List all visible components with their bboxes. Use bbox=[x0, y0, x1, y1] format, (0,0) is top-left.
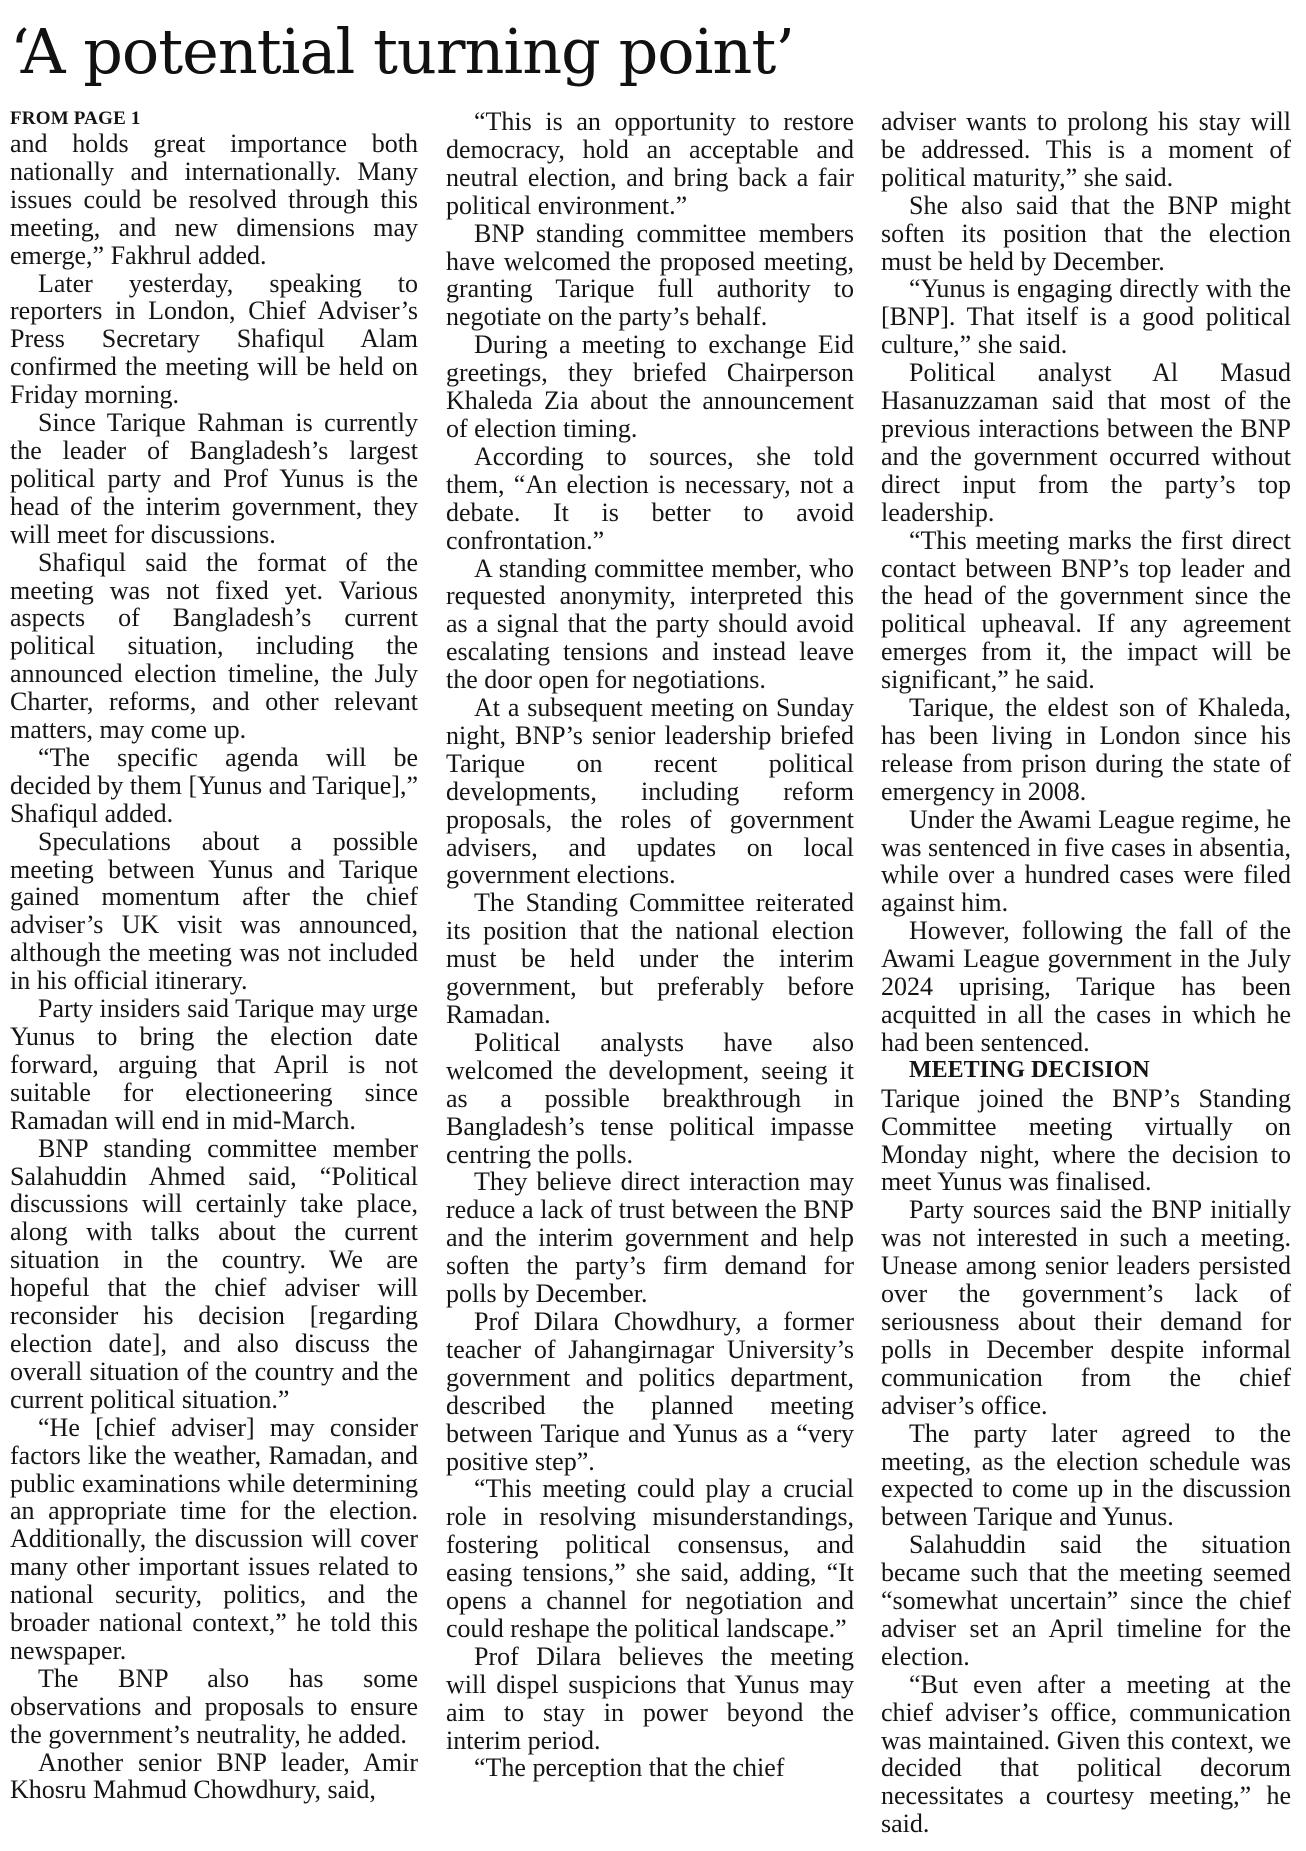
paragraph: She also said that the BNP might soften its position that the election must be held by December. bbox=[881, 190, 1291, 276]
paragraph: The party later agreed to the meeting, as the election schedule was expected to come up in the discussion between Tarique and Yunus. bbox=[881, 1418, 1291, 1532]
paragraph: “The specific agenda will be decided by them [Yunus and Tarique],” Shafiqul added. bbox=[10, 742, 418, 828]
paragraph: At a subsequent meeting on Sunday night, BNP’s senior leadership briefed Tarique on recent political developments, including reform proposals, the roles of government advisers, and updates on local government elections. bbox=[446, 693, 854, 890]
paragraph: According to sources, she told them, “An election is necessary, not a debate. It is better to avoid confrontation.” bbox=[446, 441, 854, 555]
paragraph: Prof Dilara believes the meeting will dispel suspicions that Yunus may aim to stay in power beyond the interim period. bbox=[446, 1641, 854, 1755]
paragraph: Speculations about a possible meeting between Yunus and Tarique gained momentum after the chief adviser’s UK visit was announced, although the meeting was not included in his official itinerary. bbox=[10, 826, 418, 996]
column-3 bbox=[881, 108, 1291, 1848]
headline: ‘A potential turning point’ bbox=[10, 15, 794, 88]
paragraph: The Standing Committee reiterated its position that the national election must be held under the interim government, but preferably before Ramadan. bbox=[446, 888, 854, 1029]
column-2 bbox=[446, 108, 854, 1848]
paragraph: A standing committee member, who requested anonymity, interpreted this as a signal that the party should avoid escalating tensions and instead leave the door open for negotiations. bbox=[446, 553, 854, 695]
continuation-kicker: FROM PAGE 1 bbox=[10, 108, 141, 129]
paragraph: “But even after a meeting at the chief adviser’s office, communication was maintained. Given this context, we decided that political decorum necessitates a courtesy meeting,” he said. bbox=[881, 1669, 1291, 1839]
paragraph: BNP standing committee members have welcomed the proposed meeting, granting Tarique full authority to negotiate on the party’s behalf. bbox=[446, 218, 854, 332]
paragraph: “Yunus is engaging directly with the [BNP]. That itself is a good political culture,” she said. bbox=[881, 274, 1291, 360]
paragraph: “This meeting could play a crucial role in resolving misunderstandings, fostering political consensus, and easing tensions,” she said, adding, “It opens a channel for negotiation and could reshape the political landscape.” bbox=[446, 1474, 854, 1643]
section-subhead: MEETING DECISION bbox=[909, 1056, 1150, 1083]
paragraph: Salahuddin said the situation became such that the meeting seemed “somewhat uncertain” since the chief adviser set an April timeline for the election. bbox=[881, 1530, 1291, 1671]
paragraph: “He [chief adviser] may consider factors like the weather, Ramadan, and public examinations while determining an appropriate time for the election. Additionally, the discussion will cover many other important issues related to national security, politics, and the broader national context,” he told this newspaper. bbox=[10, 1412, 418, 1665]
paragraph: Another senior BNP leader, Amir Khosru Mahmud Chowdhury, said, bbox=[10, 1747, 418, 1805]
paragraph: The BNP also has some observations and proposals to ensure the government’s neutrality, he added. bbox=[10, 1663, 418, 1749]
paragraph: Party insiders said Tarique may urge Yunus to bring the election date forward, arguing that April is not suitable for electioneering since Ramadan will end in mid-March. bbox=[10, 994, 418, 1135]
paragraph: “This meeting marks the first direct contact between BNP’s top leader and the head of the government since the political upheaval. If any agreement emerges from it, the impact will be significant,” he said. bbox=[881, 525, 1291, 695]
paragraph: and holds great importance both nationally and internationally. Many issues could be resolved through this meeting, and new dimensions may emerge,” Fakhrul added. bbox=[10, 129, 418, 270]
paragraph: Later yesterday, speaking to reporters in London, Chief Adviser’s Press Secretary Shafiqul Alam confirmed the meeting will be held on Friday morning. bbox=[10, 268, 418, 410]
paragraph: Shafiqul said the format of the meeting was not fixed yet. Various aspects of Bangladesh’s current political situation, including the announced election timeline, the July Charter, reforms, and other relevant matters, may come up. bbox=[10, 547, 418, 745]
paragraph: “This is an opportunity to restore democracy, hold an acceptable and neutral election, and bring back a fair political environment.” bbox=[446, 108, 854, 220]
paragraph: During a meeting to exchange Eid greetings, they briefed Chairperson Khaleda Zia about the announcement of election timing. bbox=[446, 330, 854, 443]
paragraph: Since Tarique Rahman is currently the leader of Bangladesh’s largest political party and Prof Yunus is the head of the interim government, they will meet for discussions. bbox=[10, 408, 418, 549]
paragraph: Political analyst Al Masud Hasanuzzaman said that most of the previous interactions between the BNP and the government occurred without direct input from the party’s top leadership. bbox=[881, 358, 1291, 527]
paragraph: They believe direct interaction may reduce a lack of trust between the BNP and the interim government and help soften the party’s firm demand for polls by December. bbox=[446, 1167, 854, 1309]
paragraph: adviser wants to prolong his stay will be addressed. This is a moment of political maturity,” she said. bbox=[881, 108, 1291, 192]
paragraph: “The perception that the chief bbox=[474, 1753, 785, 1783]
paragraph: Political analysts have also welcomed the development, seeing it as a possible breakthrough in Bangladesh’s tense political impasse centring the polls. bbox=[446, 1027, 854, 1169]
column-1 bbox=[10, 108, 418, 1848]
paragraph: Under the Awami League regime, he was sentenced in five cases in absentia, while over a hundred cases were filed against him. bbox=[881, 804, 1291, 918]
paragraph: However, following the fall of the Awami League government in the July 2024 uprising, Tarique has been acquitted in all the cases in which he had been sentenced. bbox=[881, 916, 1291, 1057]
paragraph: Party sources said the BNP initially was not interested in such a meeting. Unease among senior leaders persisted over the government’s lack of seriousness about their demand for polls in December despite informal communication from the chief adviser’s office. bbox=[881, 1195, 1291, 1420]
paragraph: Tarique, the eldest son of Khaleda, has been living in London since his release from prison during the state of emergency in 2008. bbox=[881, 693, 1291, 806]
paragraph: BNP standing committee member Salahuddin Ahmed said, “Political discussions will certainly take place, along with talks about the current situation in the country. We are hopeful that the chief adviser will reconsider his decision [regarding election date], and also discuss the overall situation of the country and the current political situation.” bbox=[10, 1133, 418, 1414]
paragraph: Prof Dilara Chowdhury, a former teacher of Jahangirnagar University’s government and politics department, described the planned meeting between Tarique and Yunus as a “very positive step”. bbox=[446, 1306, 854, 1476]
paragraph: Tarique joined the BNP’s Standing Committee meeting virtually on Monday night, where the decision to meet Yunus was finalised. bbox=[881, 1083, 1291, 1197]
